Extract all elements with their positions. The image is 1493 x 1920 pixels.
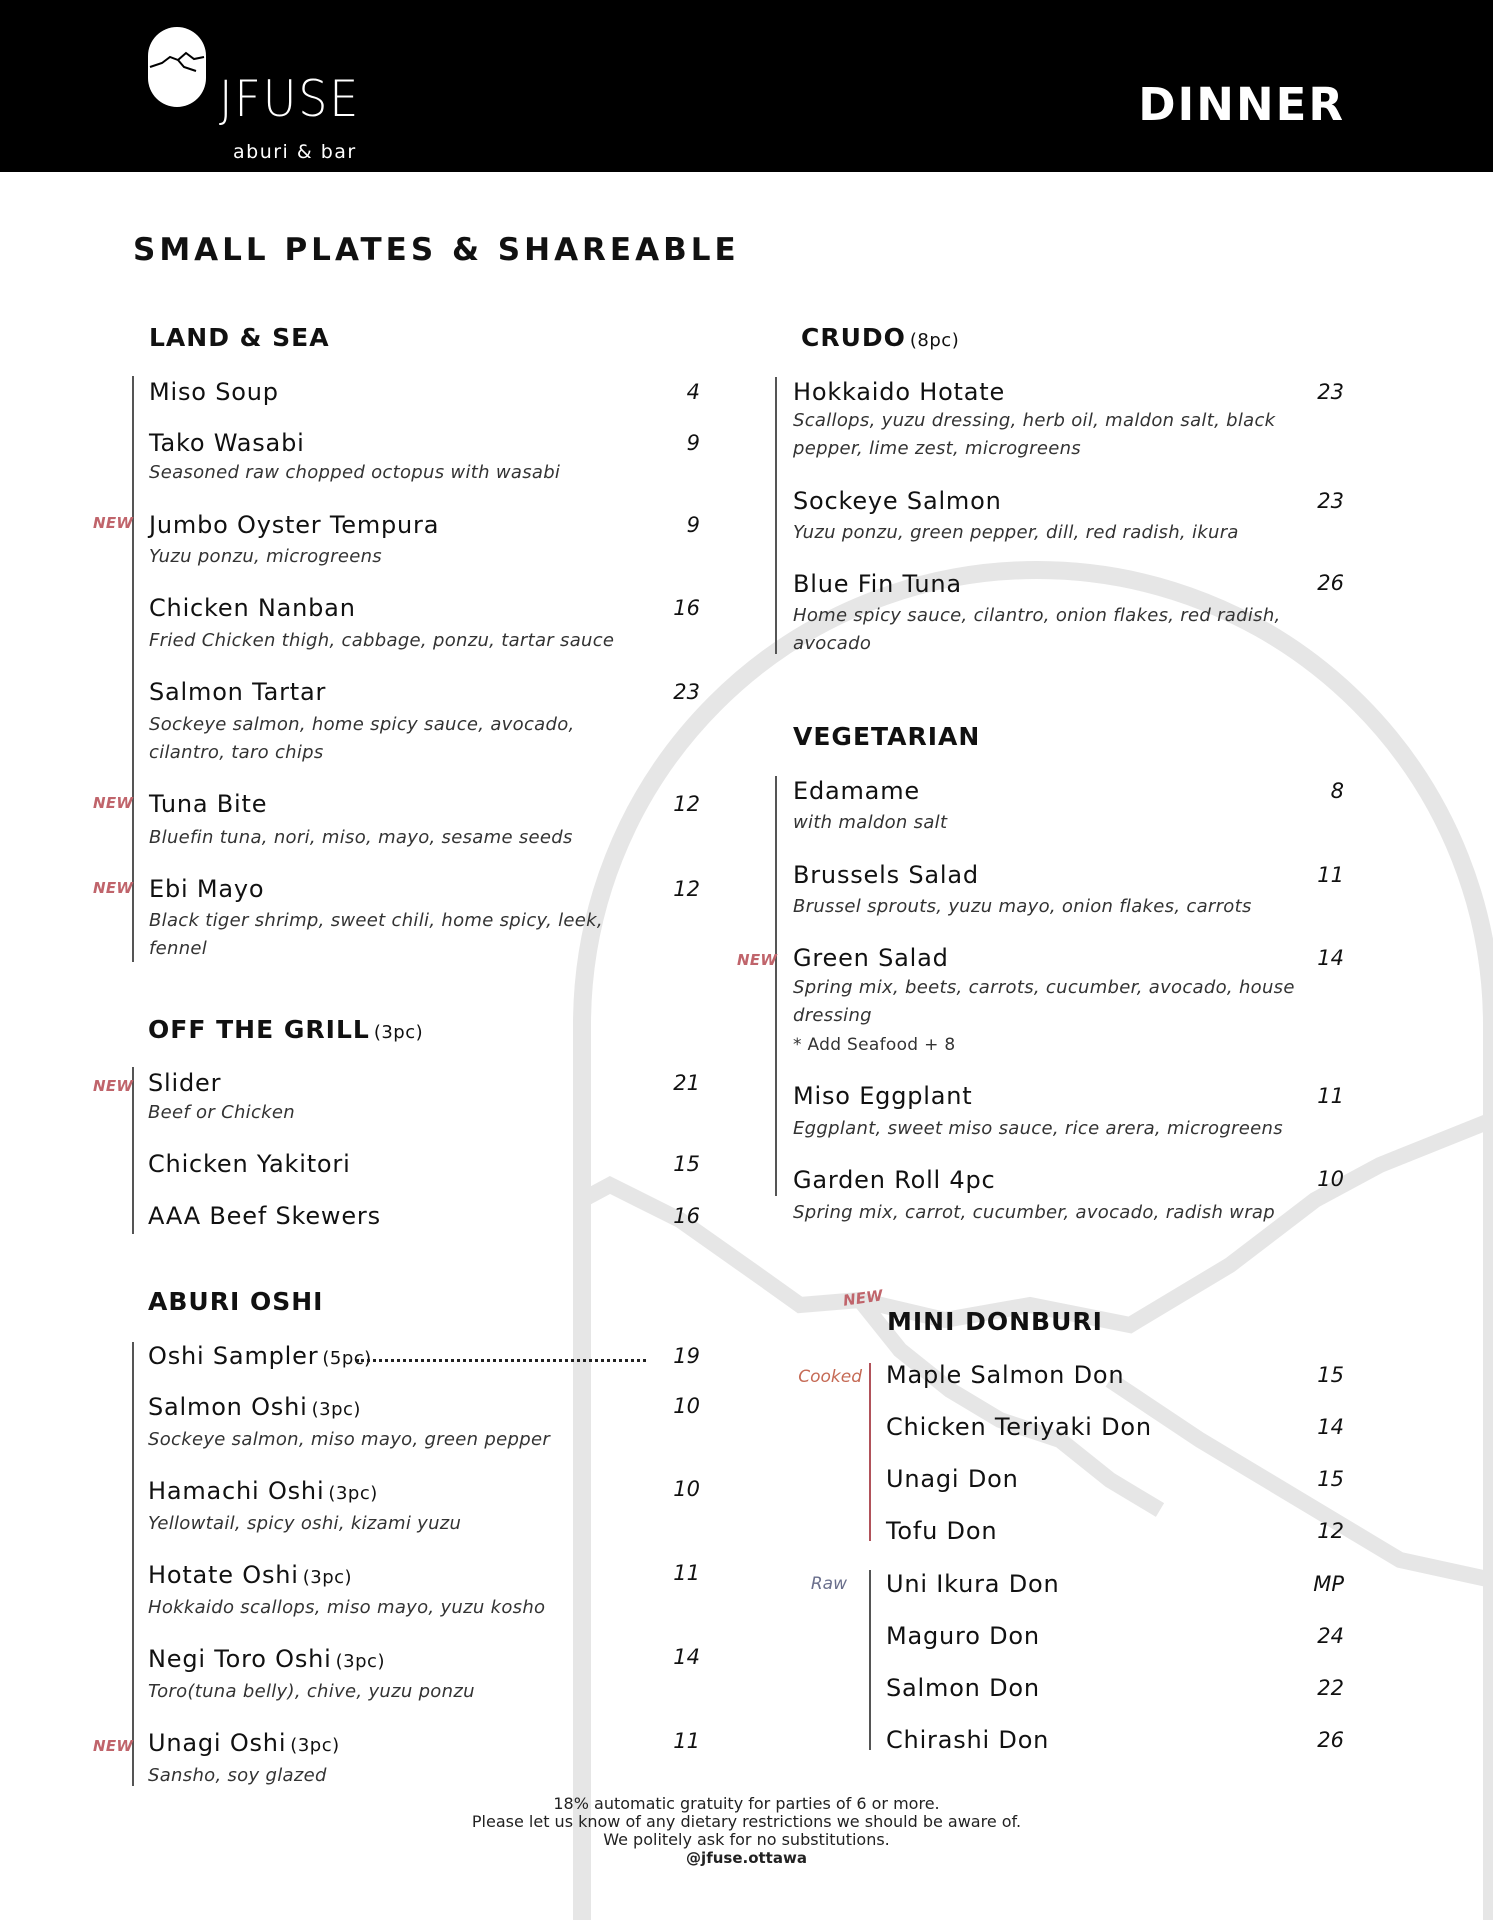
menu-item-name: AAA Beef Skewers <box>148 1202 381 1230</box>
section-title-aburi-oshi: ABURI OSHI <box>148 1287 324 1316</box>
menu-item-price: 12 <box>1317 1519 1344 1543</box>
menu-item-description: Beef or Chicken <box>148 1102 295 1123</box>
menu-item-description: Eggplant, sweet miso sauce, rice arera, microgreens <box>793 1118 1283 1139</box>
menu-item-name-text: Unagi Oshi <box>148 1729 287 1757</box>
menu-item-name: Maple Salmon Don <box>886 1361 1125 1389</box>
menu-item-name-text: Hotate Oshi <box>148 1561 299 1589</box>
section-title-portion: (3pc) <box>373 1022 424 1043</box>
menu-item-description: Yuzu ponzu, microgreens <box>149 546 382 567</box>
raw-divider-line <box>869 1570 871 1750</box>
section-title-crudo <box>801 325 959 350</box>
menu-item-name: Maguro Don <box>886 1622 1040 1650</box>
menu-item-name: Unagi Don <box>886 1465 1019 1493</box>
section-title-mini-donburi: MINI DONBURI <box>887 1307 1103 1336</box>
section-divider-line <box>775 377 777 654</box>
menu-item-name: Salmon Tartar <box>149 678 327 706</box>
new-badge: NEW <box>93 794 134 812</box>
menu-item-name: Salmon Don <box>886 1674 1040 1702</box>
menu-item-description: Toro(tuna belly), chive, yuzu ponzu <box>148 1681 475 1702</box>
menu-item-price: 12 <box>673 792 700 816</box>
footer-gratuity-note: 18% automatic gratuity for parties of 6 or more. <box>553 1794 940 1813</box>
new-badge: NEW <box>93 1077 134 1095</box>
section-title-portion: (8pc) <box>909 330 960 351</box>
dot-leader <box>356 1359 646 1362</box>
menu-item-price: 11 <box>673 1729 700 1753</box>
menu-item-name: Garden Roll 4pc <box>793 1166 996 1194</box>
section-title-grill <box>148 1017 423 1042</box>
section-divider-line <box>132 1342 134 1786</box>
menu-item-name: Chicken Nanban <box>149 594 356 622</box>
menu-item-price: 23 <box>1317 489 1344 513</box>
menu-item-description: Spring mix, carrot, cucumber, avocado, radish wrap <box>793 1202 1275 1223</box>
section-title-text: CRUDO <box>801 323 906 352</box>
menu-item-name <box>148 1563 352 1587</box>
menu-item-price: MP <box>1313 1572 1344 1596</box>
menu-item-name: Tofu Don <box>886 1517 998 1545</box>
cooked-label: Cooked <box>798 1367 862 1387</box>
raw-label: Raw <box>810 1574 847 1594</box>
menu-item-name <box>148 1731 340 1755</box>
cooked-divider-line <box>869 1363 871 1541</box>
menu-item-name: Chicken Yakitori <box>148 1150 351 1178</box>
menu-item-portion: (3pc) <box>328 1483 378 1504</box>
menu-item-portion: (3pc) <box>302 1567 353 1588</box>
menu-item-price: 10 <box>1317 1167 1344 1191</box>
menu-item-price: 23 <box>673 680 700 704</box>
menu-item-description: Sockeye salmon, home spicy sauce, avocado, cilantro, taro chips <box>149 714 575 763</box>
menu-item-description: Sockeye salmon, miso mayo, green pepper <box>148 1429 551 1450</box>
menu-item-price: 9 <box>686 513 700 537</box>
menu-item-name: Chirashi Don <box>886 1726 1050 1754</box>
menu-item-name: Miso Eggplant <box>793 1082 973 1110</box>
menu-item-description: Spring mix, beets, carrots, cucumber, avocado, house dressing <box>793 977 1295 1026</box>
menu-item-name <box>148 1344 372 1368</box>
footer-substitution-note: We politely ask for no substitutions. <box>603 1830 890 1849</box>
new-badge: NEW <box>841 1286 885 1310</box>
menu-item-description: Sansho, soy glazed <box>148 1765 327 1786</box>
menu-item-price: 19 <box>673 1344 700 1368</box>
menu-item-name-text: Oshi Sampler <box>148 1342 319 1370</box>
menu-item-price: 9 <box>686 431 700 455</box>
new-badge: NEW <box>93 879 134 897</box>
section-divider-line <box>132 376 134 962</box>
menu-item-price: 15 <box>1317 1363 1344 1387</box>
menu-item-price: 4 <box>686 380 700 404</box>
section-title-text: OFF THE GRILL <box>148 1015 370 1044</box>
menu-item-description: Brussel sprouts, yuzu mayo, onion flakes, carrots <box>793 896 1252 917</box>
menu-item-price: 21 <box>673 1071 700 1095</box>
menu-item-name: Chicken Teriyaki Don <box>886 1413 1152 1441</box>
menu-item-price: 24 <box>1317 1624 1344 1648</box>
menu-item-price: 26 <box>1317 1728 1344 1752</box>
section-title-vegetarian: VEGETARIAN <box>793 722 981 751</box>
menu-item-description: Scallops, yuzu dressing, herb oil, maldon salt, black pepper, lime zest, microgreens <box>793 410 1276 459</box>
menu-item-description: Hokkaido scallops, miso mayo, yuzu kosho <box>148 1597 546 1618</box>
menu-item-portion: (3pc) <box>290 1735 340 1756</box>
menu-item-price: 10 <box>673 1394 700 1418</box>
menu-item-name: Uni Ikura Don <box>886 1570 1060 1598</box>
menu-item-description: Seasoned raw chopped octopus with wasabi <box>149 462 561 483</box>
menu-item-price: 11 <box>1317 1084 1344 1108</box>
menu-item-portion: (3pc) <box>335 1651 385 1672</box>
menu-item-name-text: Negi Toro Oshi <box>148 1645 332 1673</box>
menu-item-description: Home spicy sauce, cilantro, onion flakes, red radish, avocado <box>793 605 1281 654</box>
menu-item-name <box>148 1395 361 1419</box>
menu-item-description: Fried Chicken thigh, cabbage, ponzu, tartar sauce <box>149 630 615 651</box>
menu-item-name: Ebi Mayo <box>149 875 265 903</box>
menu-item-name: Slider <box>148 1069 222 1097</box>
new-badge: NEW <box>93 1737 134 1755</box>
menu-item-price: 10 <box>673 1477 700 1501</box>
menu-item-price: 12 <box>673 877 700 901</box>
new-badge: NEW <box>737 951 778 969</box>
menu-item-price: 11 <box>673 1561 700 1585</box>
menu-item-price: 14 <box>1317 1415 1344 1439</box>
menu-item-name: Edamame <box>793 777 920 805</box>
footer-dietary-note: Please let us know of any dietary restrictions we should be aware of. <box>471 1812 1022 1831</box>
menu-item-name: Tuna Bite <box>149 790 268 818</box>
menu-item-price: 16 <box>673 596 700 620</box>
brand-name: JFUSE <box>219 70 361 128</box>
menu-item-name: Green Salad <box>793 944 949 972</box>
header-bar <box>0 0 1493 172</box>
social-handle[interactable]: @jfuse.ottawa <box>686 1849 807 1867</box>
menu-item-price: 15 <box>673 1152 700 1176</box>
section-title-land-sea: LAND & SEA <box>149 323 330 352</box>
menu-item-price: 14 <box>673 1645 700 1669</box>
menu-item-name: Jumbo Oyster Tempura <box>149 511 440 539</box>
menu-item-description: with maldon salt <box>793 812 948 833</box>
section-divider-line <box>775 776 777 1196</box>
add-seafood-note: * Add Seafood + 8 <box>793 1035 956 1055</box>
menu-item-description: Yuzu ponzu, green pepper, dill, red radish, ikura <box>793 522 1239 543</box>
mountain-oval-logo-icon <box>148 27 206 107</box>
menu-item-description: Black tiger shrimp, sweet chili, home spicy, leek, fennel <box>149 910 603 959</box>
menu-item-name: Sockeye Salmon <box>793 487 1002 515</box>
menu-item-portion: (5pc) <box>322 1348 372 1369</box>
menu-item-name: Blue Fin Tuna <box>793 570 962 598</box>
menu-title: DINNER <box>1138 78 1345 131</box>
menu-item-name: Miso Soup <box>149 378 279 406</box>
menu-item-price: 16 <box>673 1204 700 1228</box>
menu-item-name: Brussels Salad <box>793 861 979 889</box>
menu-item-price: 14 <box>1317 946 1344 970</box>
menu-item-price: 26 <box>1317 571 1344 595</box>
menu-item-name <box>148 1479 378 1503</box>
menu-item-name: Tako Wasabi <box>149 429 305 457</box>
menu-item-description: Yellowtail, spicy oshi, kizami yuzu <box>148 1513 462 1534</box>
menu-item-name-text: Hamachi Oshi <box>148 1477 325 1505</box>
menu-item-price: 23 <box>1317 380 1344 404</box>
menu-item-price: 22 <box>1317 1676 1344 1700</box>
menu-item-name: Hokkaido Hotate <box>793 378 1006 406</box>
menu-item-portion: (3pc) <box>311 1399 361 1420</box>
page-title: SMALL PLATES & SHAREABLE <box>133 232 740 268</box>
menu-item-price: 11 <box>1317 863 1344 887</box>
brand-subtitle: aburi & bar <box>233 141 357 163</box>
menu-item-description: Bluefin tuna, nori, miso, mayo, sesame seeds <box>149 827 573 848</box>
menu-item-price: 15 <box>1317 1467 1344 1491</box>
menu-item-name <box>148 1647 385 1671</box>
menu-item-price: 8 <box>1330 779 1344 803</box>
new-badge: NEW <box>93 514 134 532</box>
menu-item-name-text: Salmon Oshi <box>148 1393 308 1421</box>
